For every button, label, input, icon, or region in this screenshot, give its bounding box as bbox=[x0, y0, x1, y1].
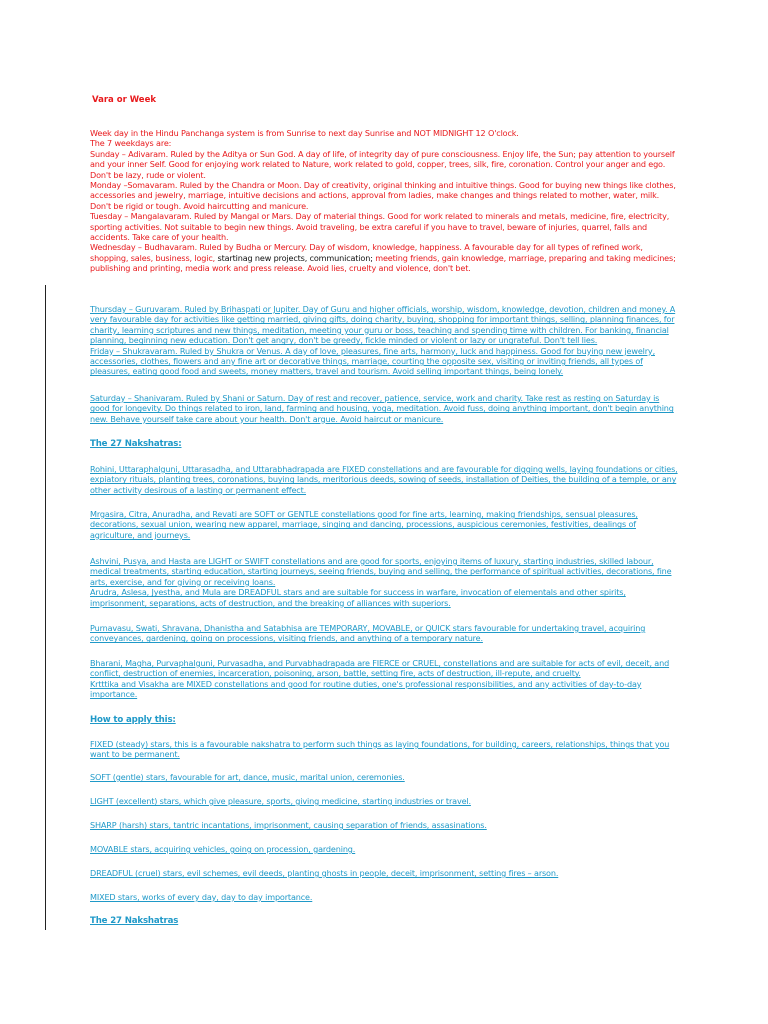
how-to-apply-heading: How to apply this: bbox=[90, 715, 176, 725]
dreadful-paragraph: Arudra, Aslesa, Jyestha, and Mula are DREADFUL stars and are suitable for success in warfare, invocation of elementals and other spirits, imprisonment, separations, acts of destruction, and the breaking of alliances with superiors. bbox=[90, 587, 626, 608]
mixed-paragraph: Krtttika and Visakha are MIXED constellations and good for routine duties, one's professional responsibilities, and any activities of day-to-day importance. bbox=[90, 678, 642, 700]
apply-fixed-paragraph: FIXED (steady) stars, this is a favourable nakshatra to perform such things as laying foundations, for building, careers, relationships, things that you want to be permanent. bbox=[90, 739, 670, 760]
light-dreadful-block bbox=[90, 556, 680, 608]
thursday-paragraph: Thursday – Guruvaram. Ruled by Brihaspati or Jupiter. Day of Guru and higher officials, worship, wisdom, knowledge, devotion, children and money. A very favourable day for activities like getting married, giving gifts, doing charity, buying, shopping for important things, selling, planning finances, for charity, learning scriptures and new things, meditation, meeting your guru or boss, teaching and spending time with children. For banking, financial planning, beginning new education. Don't get angry, don't be greedy, fickle minded or violent or lazy or ungrateful. Don't tell lies. bbox=[90, 304, 676, 346]
thursday-friday-block bbox=[90, 304, 680, 377]
saturday-block bbox=[90, 393, 680, 424]
friday-paragraph: Friday – Shukravaram. Ruled by Shukra or Venus. A day of love, pleasures, fine arts, harmony, luck and happiness. Good for buying new jewelry, accessories, clothes, flowers and any fine art or decorative things, marriage, courting the opposite sex, visiting or inviting friends, all types of pleasures, eating good food and sweets, money matters, travel and tourism. Avoid selling important things, being lonely. bbox=[90, 345, 655, 377]
movable-block bbox=[90, 623, 680, 644]
intro-line: Week day in the Hindu Panchanga system is from Sunrise to next day Sunrise and NOT MIDNIGHT 12 O'clock. bbox=[90, 128, 519, 138]
weekday-intro bbox=[90, 128, 680, 274]
page-title: Vara or Week bbox=[92, 95, 156, 105]
apply-sharp-line: SHARP (harsh) stars, tantric incantations, imprisonment, causing separation of friends, assasinations. bbox=[90, 820, 487, 830]
monday-paragraph: Monday –Somavaram. Ruled by the Chandra or Moon. Day of creativity, original thinking and intuitive things. Good for buying new things like clothes, accessories and jewelry, marriage, intuitive decisions and actions, approval from ladies, make changes and things related to mother, water, milk. Don't be rigid or tough. Avoid haircutting and manicure. bbox=[90, 180, 676, 211]
final-heading: The 27 Nakshatras bbox=[90, 916, 179, 926]
saturday-paragraph: Saturday – Shanivaram. Ruled by Shani or Saturn. Day of rest and recover, patience, service, work and charity. Take rest as resting on Saturday is good for longevity. Do things related to iron, land, farming and housing, yoga, meditation. Avoid fuss, doing anything important, don't begin anything new. Behave yourself take care about your health. Don't argue. Avoid haircut or manicure. bbox=[90, 393, 674, 424]
nakshatras-heading: The 27 Nakshatras: bbox=[90, 439, 182, 449]
change-bar bbox=[45, 285, 46, 930]
wednesday-text-rest: meeting friends, gain knowledge, marriage, preparing and taking medicines; publishing and printing, media work and press release. Avoid lies, cruelty and violence, don't bet. bbox=[90, 252, 676, 274]
fierce-mixed-block bbox=[90, 658, 680, 700]
movable-paragraph: Purnavasu, Swati, Shravana, Dhanistha and Satabhisa are TEMPORARY, MOVABLE, or QUICK stars favourable for undertaking travel, acquiring conveyances, gardening, going on processions, visiting friends, and anything of a temporary nature. bbox=[90, 623, 646, 644]
apply-mixed-line: MIXED stars, works of every day, day to day importance. bbox=[90, 892, 313, 902]
soft-block bbox=[90, 509, 680, 540]
apply-dreadful-line: DREADFUL (cruel) stars, evil schemes, evil deeds, planting ghosts in people, deceit, imprisonment, setting fires – arson. bbox=[90, 868, 559, 878]
apply-movable-line: MOVABLE stars, acquiring vehicles, going on procession, gardening. bbox=[90, 844, 356, 854]
tuesday-paragraph bbox=[90, 211, 680, 242]
wednesday-paragraph bbox=[90, 242, 680, 273]
apply-soft-line: SOFT (gentle) stars, favourable for art, dance, music, marital union, ceremonies. bbox=[90, 772, 405, 782]
wednesday-highlight: startinag new projects, communication; bbox=[215, 252, 373, 263]
wednesday-text: Wednesday – Budhavaram. Ruled by Budha or Mercury. Day of wisdom, knowledge, happiness. A favourable day for all types of refined work, shopping, sales, business, logic, bbox=[90, 242, 643, 263]
light-paragraph: Ashvini, Pusya, and Hasta are LIGHT or SWIFT constellations and are good for sports, enjoying items of luxury, starting industries, skilled labour, medical treatments, starting education, starting journeys, seeing friends, buying and selling, the performance of spiritual activities, decorations, fine arts, exercise, and for giving or receiving loans. bbox=[90, 556, 672, 587]
soft-paragraph: Mrgasira, Citra, Anuradha, and Revati are SOFT or GENTLE constellations good for fine arts, learning, making friendships, sensual pleasures, decorations, sexual union, wearing new apparel, marriage, singing and dancing, processions, auspicious ceremonies, festivities, dealings of agriculture, and journeys. bbox=[90, 509, 638, 540]
apply-fixed-block bbox=[90, 739, 680, 760]
fixed-paragraph: Rohini, Uttaraphalguni, Uttarasadha, and Uttarabhadrapada are FIXED constellations and are favourable for digging wells, laying foundations or cities, expiatory rituals, planting trees, coronations, buying lands, meritorious deeds, sowing of seeds, installation of Deities, the building of a temple, or any other activity desirous of a lasting or permanent effect. bbox=[90, 464, 678, 495]
tuesday-text-cont: Avoid traveling, be extra careful if you have to travel, beware of injuries, quarrel, falls and accidents. Take care of your health. bbox=[90, 221, 648, 243]
intro-line: The 7 weekdays are: bbox=[90, 138, 172, 149]
apply-light-line: LIGHT (excellent) stars, which give pleasure, sports, giving medicine, starting industries or travel. bbox=[90, 796, 471, 806]
fixed-block bbox=[90, 464, 680, 495]
sunday-paragraph: Sunday – Adivaram. Ruled by the Aditya or Sun God. A day of life, of integrity day of pure consciousness. Enjoy life, the Sun; pay attention to yourself and your inner Self. Good for enjoying work related to Nature, work related to gold, copper, trees, silk, fire, coronation. Control your anger and ego. Don't be lazy, rude or violent. bbox=[90, 148, 675, 180]
tuesday-text: Tuesday – Mangalavaram. Ruled by Mangal or Mars. Day of material things. Good for work related to minerals and metals, medicine, fire, electricity, sporting activities. Not suitable to begin new things. bbox=[90, 211, 670, 232]
fierce-paragraph: Bharani, Magha, Purvaphalguni, Purvasadha, and Purvabhadrapada are FIERCE or CRUEL, constellations and are suitable for acts of evil, deceit, and conflict, destruction of enemies, incarceration, poisoning, arson, battle, setting fire, acts of destruction, ill-repute, and cruelty. bbox=[90, 658, 670, 679]
